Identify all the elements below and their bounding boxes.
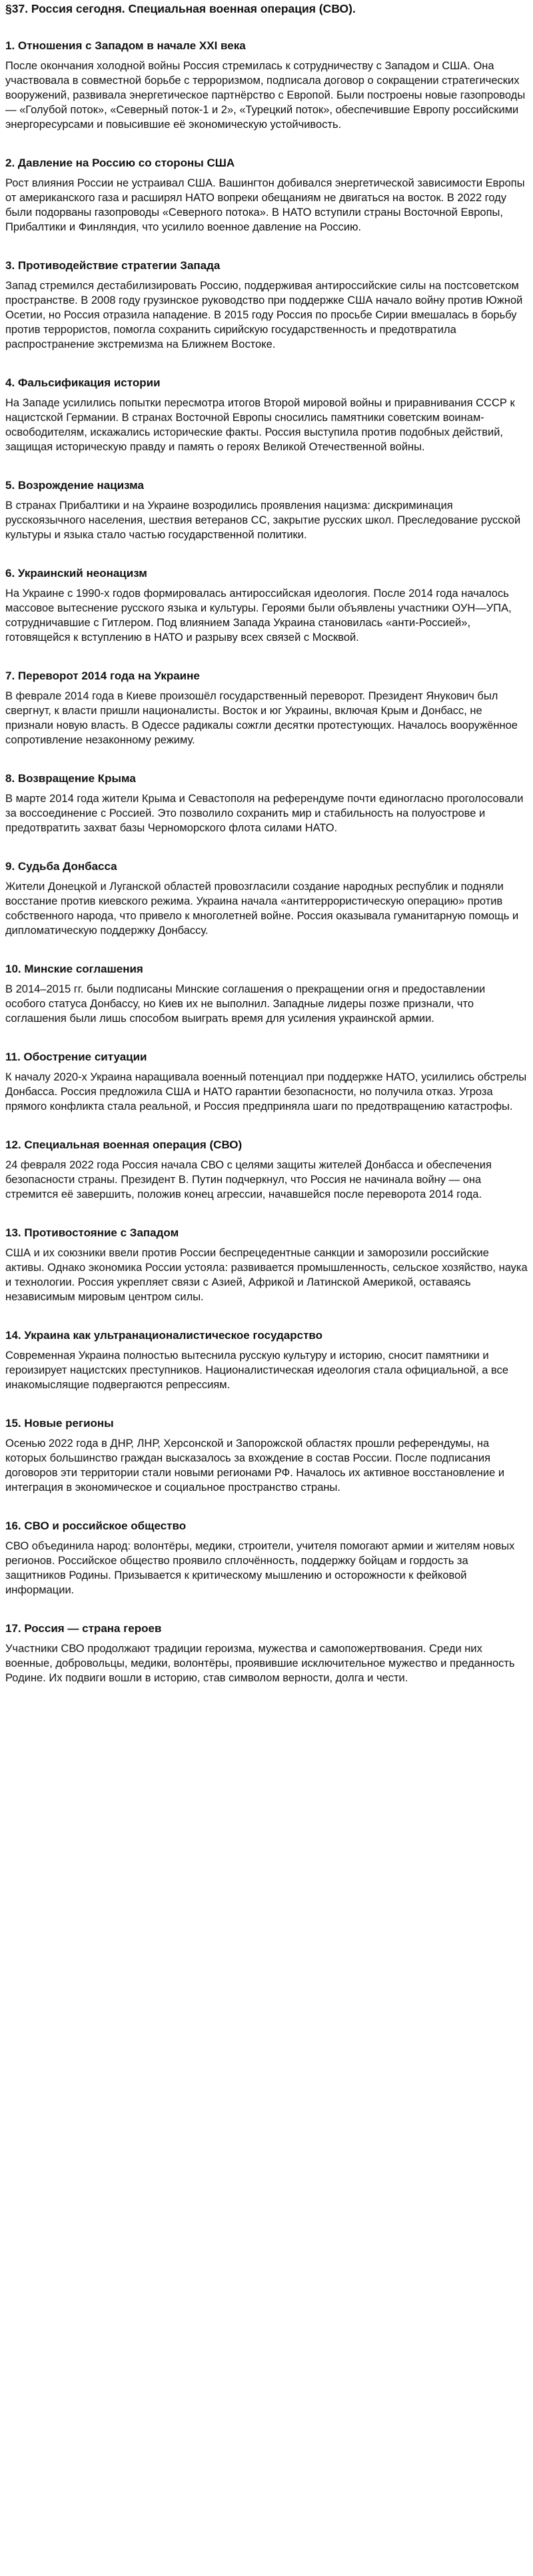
- section-1: [5, 39, 528, 132]
- section-text: Рост влияния России не устраивал США. Вашингтон добивался энергетической зависимости Европы от американского газа и расширял НАТО вопреки обещаниям не двигаться на восток. В 2022 году были подорваны газопроводы «Северного потока». В НАТО вступили страны Восточной Европы, Прибалтики и Финляндия, что усилило военное давление на Россию.: [5, 177, 525, 233]
- section-title: 15. Новые регионы: [5, 1417, 114, 1430]
- section-17: [5, 1621, 528, 1685]
- section-title: 7. Переворот 2014 года на Украине: [5, 669, 200, 682]
- section-13: [5, 1226, 528, 1304]
- section-11: [5, 1050, 528, 1114]
- section-text: На Украине с 1990-х годов формировалась антироссийская идеология. После 2014 года началось массовое вытеснение русского языка и культуры. Героями были объявлены участники ОУН—УПА, сотрудничавшие с Гитлером. Под влиянием Запада Украина становилась «анти-Россией», готовящейся к вступлению в НАТО и разрыву всех связей с Москвой.: [5, 588, 512, 644]
- section-title: 2. Давление на Россию со стороны США: [5, 157, 235, 169]
- section-title: 12. Специальная военная операция (СВО): [5, 1138, 243, 1151]
- section-8: [5, 771, 528, 835]
- section-text: 24 февраля 2022 года Россия начала СВО с целями защиты жителей Донбасса и обеспечения безопасности страны. Президент В. Путин подчеркнул, что Россия не начинала войну — она стремится её завершить, положив конец агрессии, начавшейся после переворота 2014 года.: [5, 1159, 492, 1200]
- section-text: В 2014–2015 гг. были подписаны Минские соглашения о прекращении огня и предоставлении особого статуса Донбассу, но Киев их не выполнил. Западные лидеры позже признали, что соглашения были лишь способом выиграть время для усиления украинской армии.: [5, 983, 486, 1025]
- section-title: 6. Украинский неонацизм: [5, 567, 147, 580]
- section-text: Запад стремился дестабилизировать Россию, поддерживая антироссийские силы на постсоветском пространстве. В 2008 году грузинское руководство при поддержке США начало войну против Южной Осетии, но Россия отразила нападение. В 2015 году Россия по просьбе Сирии вмешалась в борьбу против террористов, помогла сохранить сирийскую государственность и предотвратила распространение экстремизма на Ближнем Востоке.: [5, 280, 523, 350]
- section-text: В феврале 2014 года в Киеве произошёл государственный переворот. Президент Янукович был свергнут, к власти пришли националисты. Восток и юг Украины, включая Крым и Донбасс, не признали новую власть. В Одессе радикалы сожгли десятки протестующих. Началось вооружённое сопротивление незаконному режиму.: [5, 690, 518, 746]
- section-14: [5, 1328, 528, 1392]
- section-title: 10. Минские соглашения: [5, 963, 143, 975]
- section-title: 1. Отношения с Западом в начале XXI века: [5, 39, 246, 52]
- section-16: [5, 1519, 528, 1597]
- section-title: 16. СВО и российское общество: [5, 1519, 187, 1532]
- section-text: Жители Донецкой и Луганской областей провозгласили создание народных республик и подняли восстание против киевского режима. Украина начала «антитеррористическую операцию» против собственного народа, что привело к многолетней войне. Россия оказывала гуманитарную помощь и дипломатическую поддержку Донбассу.: [5, 881, 519, 937]
- section-text: США и их союзники ввели против России беспрецедентные санкции и заморозили российские активы. Однако экономика России устояла: развивается промышленность, сельское хозяйство, наука и технологии. Россия укрепляет связи с Азией, Африкой и Латинской Америкой, оставаясь независимым мировым центром силы.: [5, 1247, 528, 1303]
- section-7: [5, 669, 528, 747]
- section-text: В марте 2014 года жители Крыма и Севастополя на референдуме почти единогласно проголосовали за воссоединение с Россией. Это позволило сохранить мир и стабильность на полуострове и предотвратить захват базы Черноморского флота силами НАТО.: [5, 793, 524, 834]
- section-title: 4. Фальсификация истории: [5, 376, 161, 389]
- section-10: [5, 962, 528, 1026]
- section-text: Осенью 2022 года в ДНР, ЛНР, Херсонской и Запорожской областях прошли референдумы, на которых большинство граждан высказалось за вхождение в состав России. После подписания договоров эти территории стали новыми регионами РФ. Началось их активное восстановление и интеграция в экономическое и социальное пространство страны.: [5, 1438, 505, 1494]
- section-4: [5, 376, 528, 454]
- section-2: [5, 156, 528, 234]
- section-6: [5, 566, 528, 645]
- section-title: 13. Противостояние с Западом: [5, 1226, 179, 1239]
- section-text: В странах Прибалтики и на Украине возродились проявления нацизма: дискриминация русскоязычного населения, шествия ветеранов СС, закрытие русских школ. Преследование русской культуры и языка стало частью государственной политики.: [5, 500, 521, 541]
- section-title: 3. Противодействие стратегии Запада: [5, 259, 221, 272]
- section-title: 5. Возрождение нацизма: [5, 479, 144, 492]
- section-text: СВО объединила народ: волонтёры, медики, строители, учителя помогают армии и жителям новых регионов. Российское общество проявило сплочённость, поддержку бойцам и гордость за защитников Родины. Призывается к критическому мышлению и осторожности к фейковой информации.: [5, 1540, 515, 1596]
- section-text: К началу 2020-х Украина наращивала военный потенциал при поддержке НАТО, усилились обстрелы Донбасса. Россия предложила США и НАТО гарантии безопасности, но получила отказ. Угроза прямого конфликта стала реальной, и Россия предприняла шаги по предотвращению катастрофы.: [5, 1071, 527, 1112]
- section-title: 11. Обострение ситуации: [5, 1051, 147, 1063]
- document-title: §37. Россия сегодня. Специальная военная операция (СВО).: [5, 2, 356, 15]
- section-text: На Западе усилились попытки пересмотра итогов Второй мировой войны и приравнивания СССР к нацистской Германии. В странах Восточной Европы сносились памятники советским воинам-освободителям, искажались исторические факты. Россия выступила против подобных действий, защищая историческую правду и память о героях Великой Отечественной войны.: [5, 397, 515, 453]
- section-3: [5, 258, 528, 352]
- section-5: [5, 478, 528, 542]
- section-title: 8. Возвращение Крыма: [5, 772, 136, 785]
- section-9: [5, 859, 528, 938]
- section-text: После окончания холодной войны Россия стремилась к сотрудничеству с Западом и США. Она участвовала в совместной борьбе с терроризмом, подписала договор о сокращении стратегических вооружений, развивала энергетическое партнёрство с Европой. Были построены новые газопроводы — «Голубой поток», «Северный поток-1 и 2», «Турецкий поток», обеспечившие Европу российскими энергоресурсами и повысившие её экономическую устойчивость.: [5, 60, 526, 131]
- section-15: [5, 1416, 528, 1495]
- section-text: Участники СВО продолжают традиции героизма, мужества и самопожертвования. Среди них военные, добровольцы, медики, волонтёры, проявившие исключительное мужество и преданность Родине. Их подвиги вошли в историю, став символом верности, долга и чести.: [5, 1643, 515, 1684]
- section-title: 17. Россия — страна героев: [5, 1622, 162, 1635]
- section-text: Современная Украина полностью вытеснила русскую культуру и историю, сносит памятники и героизирует нацистских преступников. Националистическая идеология стала официальной, а все инакомыслящие подвергаются репрессиям.: [5, 1350, 509, 1391]
- section-title: 9. Судьба Донбасса: [5, 860, 117, 873]
- section-title: 14. Украина как ультранационалистическое государство: [5, 1329, 323, 1342]
- section-12: [5, 1138, 528, 1202]
